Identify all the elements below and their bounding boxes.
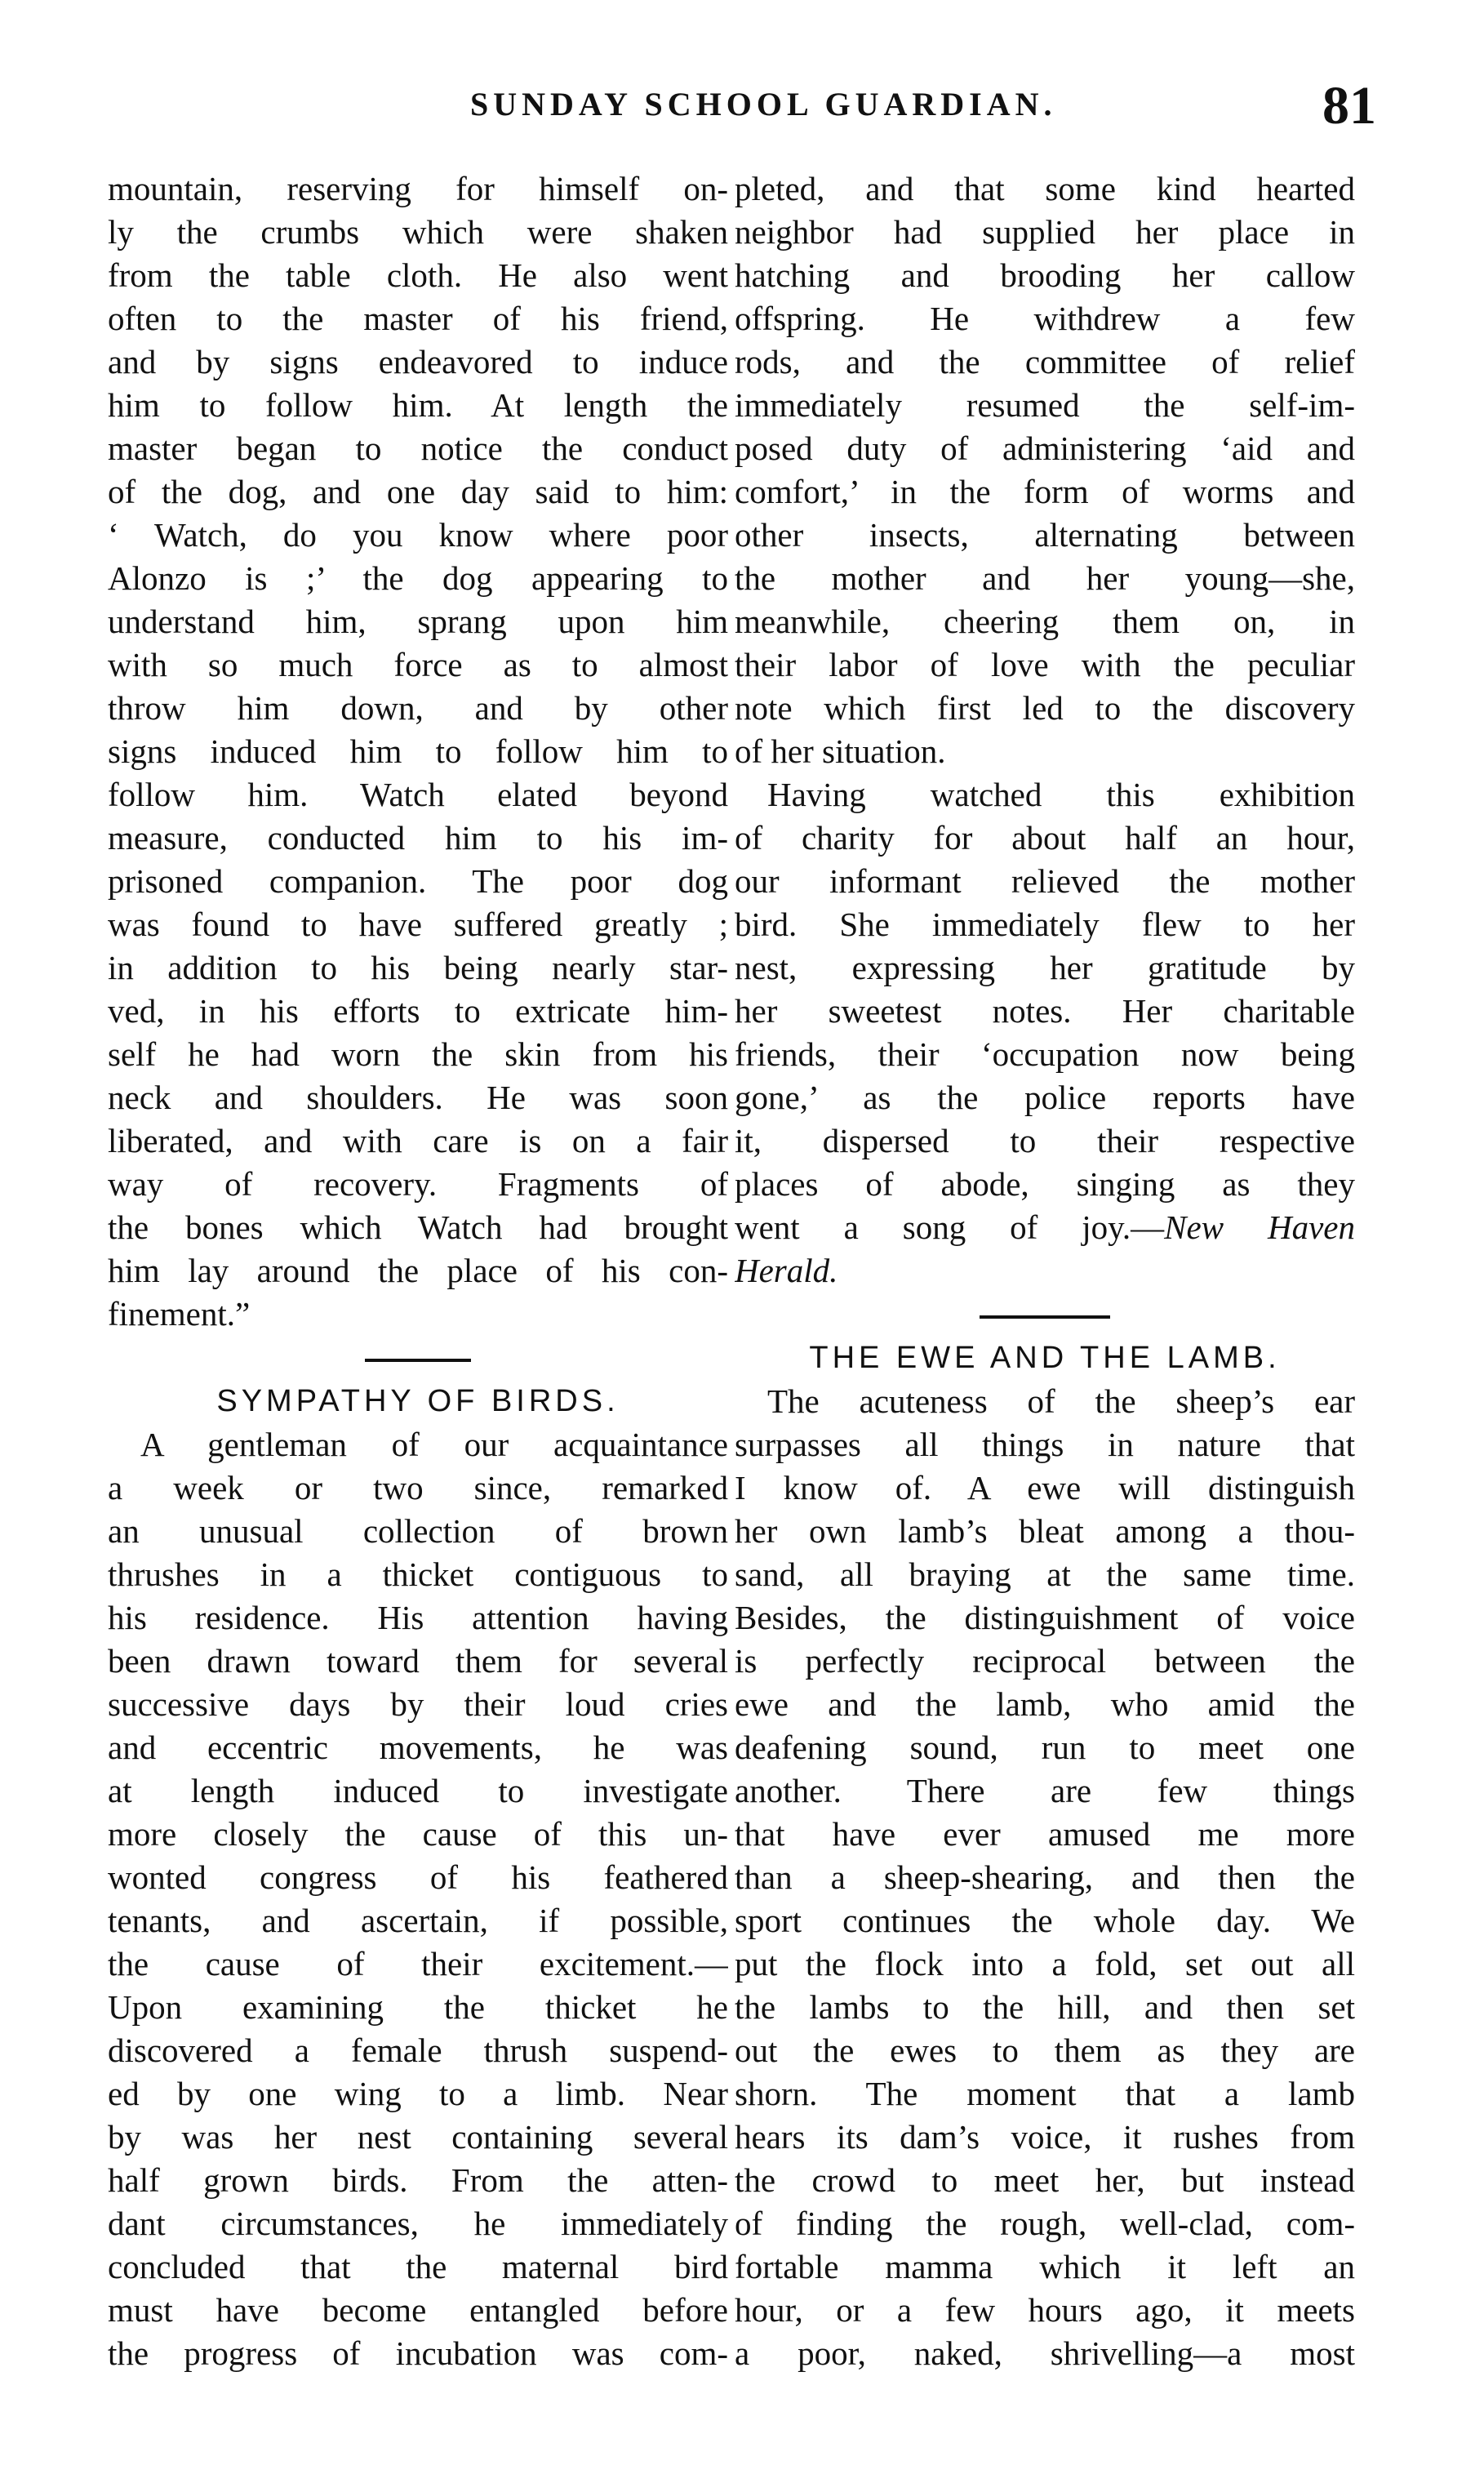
text-line-content: out the ewes to them as they are (735, 2031, 1355, 2069)
text-line (735, 2116, 1355, 2159)
text-line (108, 2159, 728, 2202)
text-line-content: shorn. The moment that a lamb (735, 2075, 1355, 2112)
text-line-content: throw him down, and by other (108, 689, 728, 727)
text-line (735, 687, 1355, 730)
text-line-content: Upon examining the thicket he (108, 1988, 728, 2026)
text-line (735, 1899, 1355, 1942)
text-line (108, 427, 728, 470)
text-line-content: the mother and her young—she, (735, 559, 1355, 597)
text-line-content: self he had worn the skin from his (108, 1035, 728, 1073)
text-line (735, 1683, 1355, 1726)
text-line-content: her sweetest notes. Her charitable (735, 992, 1355, 1030)
text-line-content: surpasses all things in nature that (735, 1426, 1355, 1463)
text-line (735, 903, 1355, 946)
text-line-content: immediately resumed the self-im- (735, 386, 1355, 424)
text-line-content: neck and shoulders. He was soon (108, 1079, 728, 1116)
text-line (735, 1163, 1355, 1206)
text-line (108, 600, 728, 643)
text-line (735, 1206, 1355, 1249)
text-line (735, 2072, 1355, 2116)
text-line (735, 817, 1355, 860)
text-line (108, 1076, 728, 1119)
text-line-content: signs induced him to follow him to (108, 732, 728, 770)
text-line (108, 1986, 728, 2029)
text-line-content: I know of. A ewe will distinguish (735, 1469, 1355, 1506)
text-line (108, 2116, 728, 2159)
text-line-content: with so much force as to almost (108, 646, 728, 683)
text-line (108, 773, 728, 817)
text-line-content: concluded that the maternal bird (108, 2248, 728, 2285)
text-line-content: hears its dam’s voice, it rushes from (735, 2118, 1355, 2156)
text-line (735, 514, 1355, 557)
text-line (108, 2072, 728, 2116)
text-line (735, 1640, 1355, 1683)
credit-inline: New Haven (1164, 1208, 1355, 1246)
text-line-content: bird. She immediately flew to her (735, 906, 1355, 943)
text-line (735, 730, 1355, 773)
article-continuation-right (735, 167, 1355, 773)
text-line-content: our informant relieved the mother (735, 862, 1355, 900)
text-line (108, 2202, 728, 2245)
text-line (108, 1596, 728, 1640)
text-line (108, 946, 728, 990)
page-header (0, 75, 1484, 140)
text-line-content: friends, their ‘occupation now being (735, 1035, 1355, 1073)
text-line (735, 470, 1355, 514)
text-line-content: offspring. He withdrew a few (735, 300, 1355, 337)
text-line-content: the cause of their excitement.— (108, 1945, 728, 1982)
text-line-content: often to the master of his friend, (108, 300, 728, 337)
text-line-content: from the table cloth. He also went (108, 256, 728, 294)
text-line (735, 1076, 1355, 1119)
text-line (108, 340, 728, 384)
article-ewe-and-lamb (735, 1380, 1355, 2375)
text-line (735, 427, 1355, 470)
page-number: 81 (1322, 76, 1376, 136)
text-line-content: other insects, alternating between (735, 516, 1355, 554)
text-line-content: dant circumstances, he immediately (108, 2205, 728, 2242)
text-line-content: at length induced to investigate (108, 1772, 728, 1809)
text-line-content: sport continues the whole day. We (735, 1902, 1355, 1939)
text-line-content: Alonzo is ;’ the dog appearing to (108, 559, 728, 597)
paragraph-having-watched (735, 773, 1355, 1249)
text-line-content: ved, in his efforts to extricate him- (108, 992, 728, 1030)
text-line-content: of her situation. (735, 732, 946, 770)
text-line-content: the bones which Watch had brought (108, 1208, 728, 1246)
text-line (735, 2332, 1355, 2375)
text-line-content: successive days by their loud cries (108, 1685, 728, 1723)
text-line (108, 211, 728, 254)
text-line-content: the progress of incubation was com- (108, 2334, 728, 2372)
heading-sympathy-of-birds: SYMPATHY OF BIRDS. (216, 1384, 620, 1418)
text-line (108, 2332, 728, 2375)
text-line-content: hour, or a few hours ago, it meets (735, 2291, 1355, 2329)
text-line (735, 384, 1355, 427)
text-line-content: of charity for about half an hour, (735, 819, 1355, 857)
text-line-content: gone,’ as the police reports have (735, 1079, 1355, 1116)
running-head: SUNDAY SCHOOL GUARDIAN. (470, 86, 1057, 122)
text-line-content: A gentleman of our acquaintance (140, 1426, 728, 1463)
text-line (735, 2029, 1355, 2072)
text-line (735, 297, 1355, 340)
text-line (108, 297, 728, 340)
text-line-content: it, dispersed to their respective (735, 1122, 1355, 1159)
text-line (108, 1813, 728, 1856)
text-line (735, 1986, 1355, 2029)
text-line (735, 1596, 1355, 1640)
text-line-content: neighbor had supplied her place in (735, 213, 1355, 251)
text-line (735, 1942, 1355, 1986)
text-line-content: in addition to his being nearly star- (108, 949, 728, 986)
text-line (108, 514, 728, 557)
text-line-content: meanwhile, cheering them on, in (735, 603, 1355, 640)
text-line-content: thrushes in a thicket contiguous to (108, 1555, 728, 1593)
text-line-content: ‘ Watch, do you know where poor (108, 516, 728, 554)
text-line-content: of finding the rough, well-clad, com- (735, 2205, 1355, 2242)
text-line-content: and eccentric movements, he was (108, 1729, 728, 1766)
text-line (108, 1249, 728, 1293)
text-line-content: ed by one wing to a limb. Near (108, 2075, 728, 2112)
article-credit (735, 1249, 1355, 1293)
text-line (735, 340, 1355, 384)
text-line-content: ly the crumbs which were shaken (108, 213, 728, 251)
text-line-content: tenants, and ascertain, if possible, (108, 1902, 728, 1939)
text-line (735, 2245, 1355, 2289)
text-line-content: The acuteness of the sheep’s ear (767, 1382, 1355, 1420)
text-line (108, 1163, 728, 1206)
text-line-content: a week or two since, remarked (108, 1469, 728, 1506)
text-line-content: sand, all braying at the same time. (735, 1555, 1355, 1593)
article-sympathy-of-birds (108, 1423, 728, 2375)
text-line (108, 1033, 728, 1076)
text-line-content: Having watched this exhibition (767, 776, 1355, 813)
text-line (735, 600, 1355, 643)
text-line-content: more closely the cause of this un- (108, 1815, 728, 1853)
text-line-content: places of abode, singing as they (735, 1165, 1355, 1203)
text-line (735, 1423, 1355, 1466)
text-line (108, 1119, 728, 1163)
text-line-content: been drawn toward them for several (108, 1642, 728, 1680)
text-line-content: understand him, sprang upon him (108, 603, 728, 640)
text-line (735, 1380, 1355, 1423)
text-line-content: pleted, and that some kind hearted (735, 170, 1355, 207)
text-line-content: fortable mamma which it left an (735, 2248, 1355, 2285)
text-line-content: than a sheep-shearing, and then the (735, 1858, 1355, 1896)
section-divider (365, 1359, 471, 1362)
text-line (735, 254, 1355, 297)
text-line-content: by was her nest containing several (108, 2118, 728, 2156)
text-line-content: note which first led to the discovery (735, 689, 1355, 727)
text-line (735, 1769, 1355, 1813)
text-line (108, 2245, 728, 2289)
text-line (735, 860, 1355, 903)
text-line-content: an unusual collection of brown (108, 1512, 728, 1550)
text-line (735, 1553, 1355, 1596)
text-line (108, 643, 728, 687)
text-line-content: is perfectly reciprocal between the (735, 1642, 1355, 1680)
text-line-content: of the dog, and one day said to him: (108, 473, 728, 510)
text-line (108, 1293, 728, 1336)
text-line (108, 1423, 728, 1466)
text-line-content: rods, and the committee of relief (735, 343, 1355, 380)
text-line-content: Besides, the distinguishment of voice (735, 1599, 1355, 1636)
text-line-content: and by signs endeavored to induce (108, 343, 728, 380)
text-line (735, 1033, 1355, 1076)
text-line (108, 990, 728, 1033)
text-line-content: discovered a female thrush suspend- (108, 2031, 728, 2069)
text-line-content: master began to notice the conduct (108, 429, 728, 467)
text-line-content: deafening sound, run to meet one (735, 1729, 1355, 1766)
text-line-content: her own lamb’s bleat among a thou- (735, 1512, 1355, 1550)
text-line-content: way of recovery. Fragments of (108, 1165, 728, 1203)
text-line (108, 1856, 728, 1899)
text-line-content: put the flock into a fold, set out all (735, 1945, 1355, 1982)
text-line-content: comfort,’ in the form of worms and (735, 473, 1355, 510)
text-line-content: mountain, reserving for himself on- (108, 170, 728, 207)
text-line (108, 1683, 728, 1726)
text-line-content: prisoned companion. The poor dog (108, 862, 728, 900)
credit-last: Herald. (735, 1252, 838, 1289)
text-line (735, 946, 1355, 990)
text-line (735, 1726, 1355, 1769)
text-line (735, 211, 1355, 254)
text-line (108, 817, 728, 860)
text-line (108, 903, 728, 946)
text-line (735, 167, 1355, 211)
text-line-content: went a song of joy.— (735, 1208, 1165, 1246)
text-line (735, 1119, 1355, 1163)
text-line (108, 470, 728, 514)
text-line-content: hatching and brooding her callow (735, 256, 1355, 294)
heading-ewe-and-lamb: THE EWE AND THE LAMB. (809, 1341, 1281, 1375)
text-line (735, 773, 1355, 817)
text-line-content: another. There are few things (735, 1772, 1355, 1809)
text-line (108, 2029, 728, 2072)
text-line-content: that have ever amused me more (735, 1815, 1355, 1853)
text-line-content: measure, conducted him to his im- (108, 819, 728, 857)
text-line-content: him lay around the place of his con- (108, 1252, 728, 1289)
text-line (108, 1466, 728, 1510)
text-line (108, 860, 728, 903)
text-line-content: ewe and the lamb, who amid the (735, 1685, 1355, 1723)
text-line (735, 2289, 1355, 2332)
text-line-content: the crowd to meet her, but instead (735, 2161, 1355, 2199)
text-line (108, 1640, 728, 1683)
text-line (108, 730, 728, 773)
article-continuation (108, 167, 728, 1336)
text-line-content: was found to have suffered greatly ; (108, 906, 728, 943)
text-line (108, 557, 728, 600)
text-line (108, 1510, 728, 1553)
left-column (108, 167, 728, 2375)
text-line-content: wonted congress of his feathered (108, 1858, 728, 1896)
text-line (108, 167, 728, 211)
text-line (735, 1510, 1355, 1553)
text-line (108, 1726, 728, 1769)
text-line (108, 1899, 728, 1942)
right-column (735, 167, 1355, 2375)
text-line (108, 1769, 728, 1813)
text-line (735, 2202, 1355, 2245)
text-line-content: finement.” (108, 1295, 251, 1333)
text-line-content: follow him. Watch elated beyond (108, 776, 728, 813)
text-line (108, 687, 728, 730)
text-line (108, 2289, 728, 2332)
text-line-content: his residence. His attention having (108, 1599, 728, 1636)
text-line (735, 990, 1355, 1033)
text-line (735, 2159, 1355, 2202)
text-line-content: a poor, naked, shrivelling—a most (735, 2334, 1355, 2372)
text-line (108, 1942, 728, 1986)
text-line-content: half grown birds. From the atten- (108, 2161, 728, 2199)
text-line (108, 1206, 728, 1249)
section-divider (980, 1315, 1110, 1319)
text-line-content: him to follow him. At length the (108, 386, 728, 424)
text-line-content: posed duty of administering ‘aid and (735, 429, 1355, 467)
text-line (735, 1856, 1355, 1899)
text-line (735, 557, 1355, 600)
text-line (735, 1813, 1355, 1856)
text-line (108, 1553, 728, 1596)
text-line (735, 643, 1355, 687)
text-line (108, 254, 728, 297)
text-line-content: liberated, and with care is on a fair (108, 1122, 728, 1159)
text-line-content: nest, expressing her gratitude by (735, 949, 1355, 986)
text-line-content: the lambs to the hill, and then set (735, 1988, 1355, 2026)
text-line (108, 384, 728, 427)
text-line-content: their labor of love with the peculiar (735, 646, 1355, 683)
text-line-content: must have become entangled before (108, 2291, 728, 2329)
text-line (735, 1466, 1355, 1510)
